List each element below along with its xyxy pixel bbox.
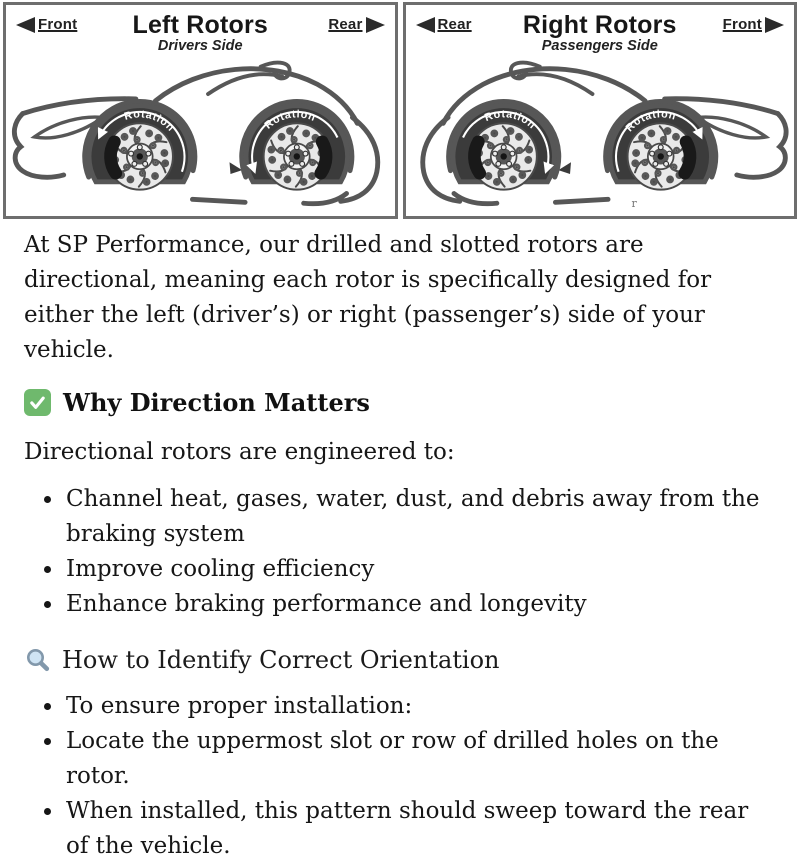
rear-direction [416,16,504,33]
list-item: • Channel heat, gases, water, dust, and debris away from the braking system [64,482,768,552]
front-direction [696,16,784,33]
intro-paragraph: At SP Performance, our drilled and slotted rotors are directional, meaning each rotor is specifically designed for either the left (driver’s) or right (passenger’s) side of your vehicle. [24,232,712,363]
rotation-label: Rotation [623,108,678,135]
left-arrow-icon [16,17,35,33]
panel-title: Right Rotors [522,11,677,39]
rotation-label: Rotation [122,108,177,135]
rear-label: Rear [328,16,363,33]
right-arrow-icon [765,17,784,33]
list-item: • To ensure proper installation: [64,689,768,724]
rear-label: Rear [437,16,472,33]
section-heading-text: How to Identify Correct Orientation [62,646,500,674]
stray-scan-mark: r [631,197,637,210]
section-heading-why-direction-matters [24,388,768,417]
check-mark-icon [24,389,51,416]
rotation-label: Rotation [262,108,318,132]
article [0,228,800,864]
right-panel-titles [504,12,697,54]
right-arrow-icon [366,17,385,33]
right-panel-header [406,5,795,54]
left-car-illustration [6,55,395,213]
left-rotors-panel [3,2,398,219]
lead-paragraph: Directional rotors are engineered to: [24,439,455,465]
panel-subtitle: Drivers Side [157,38,243,55]
list-item: • Enhance braking performance and longevity [64,587,768,622]
front-label: Front [722,16,762,33]
rear-direction [297,16,385,33]
rotation-label: Rotation [482,108,538,132]
left-arrow-icon [416,17,435,33]
orientation-list [24,689,768,864]
rotor-direction-diagram [0,0,800,219]
list-item: • Improve cooling efficiency [64,552,768,587]
section-heading-text: Why Direction Matters [63,388,370,417]
front-label: Front [38,16,78,33]
list-item: • When installed, this pattern should sweep toward the rear of the vehicle. [64,794,768,864]
list-item: • Locate the uppermost slot or row of drilled holes on the rotor. [64,724,768,794]
panel-subtitle: Passengers Side [541,38,658,55]
left-panel-titles [104,12,297,54]
left-panel-header [6,5,395,54]
magnifying-glass-icon [24,646,52,674]
section-heading-identify-orientation [24,646,768,674]
benefits-list [24,482,768,622]
front-direction [16,16,104,33]
right-car-illustration [406,55,795,213]
panel-title: Left Rotors [132,11,269,39]
right-rotors-panel [403,2,798,219]
